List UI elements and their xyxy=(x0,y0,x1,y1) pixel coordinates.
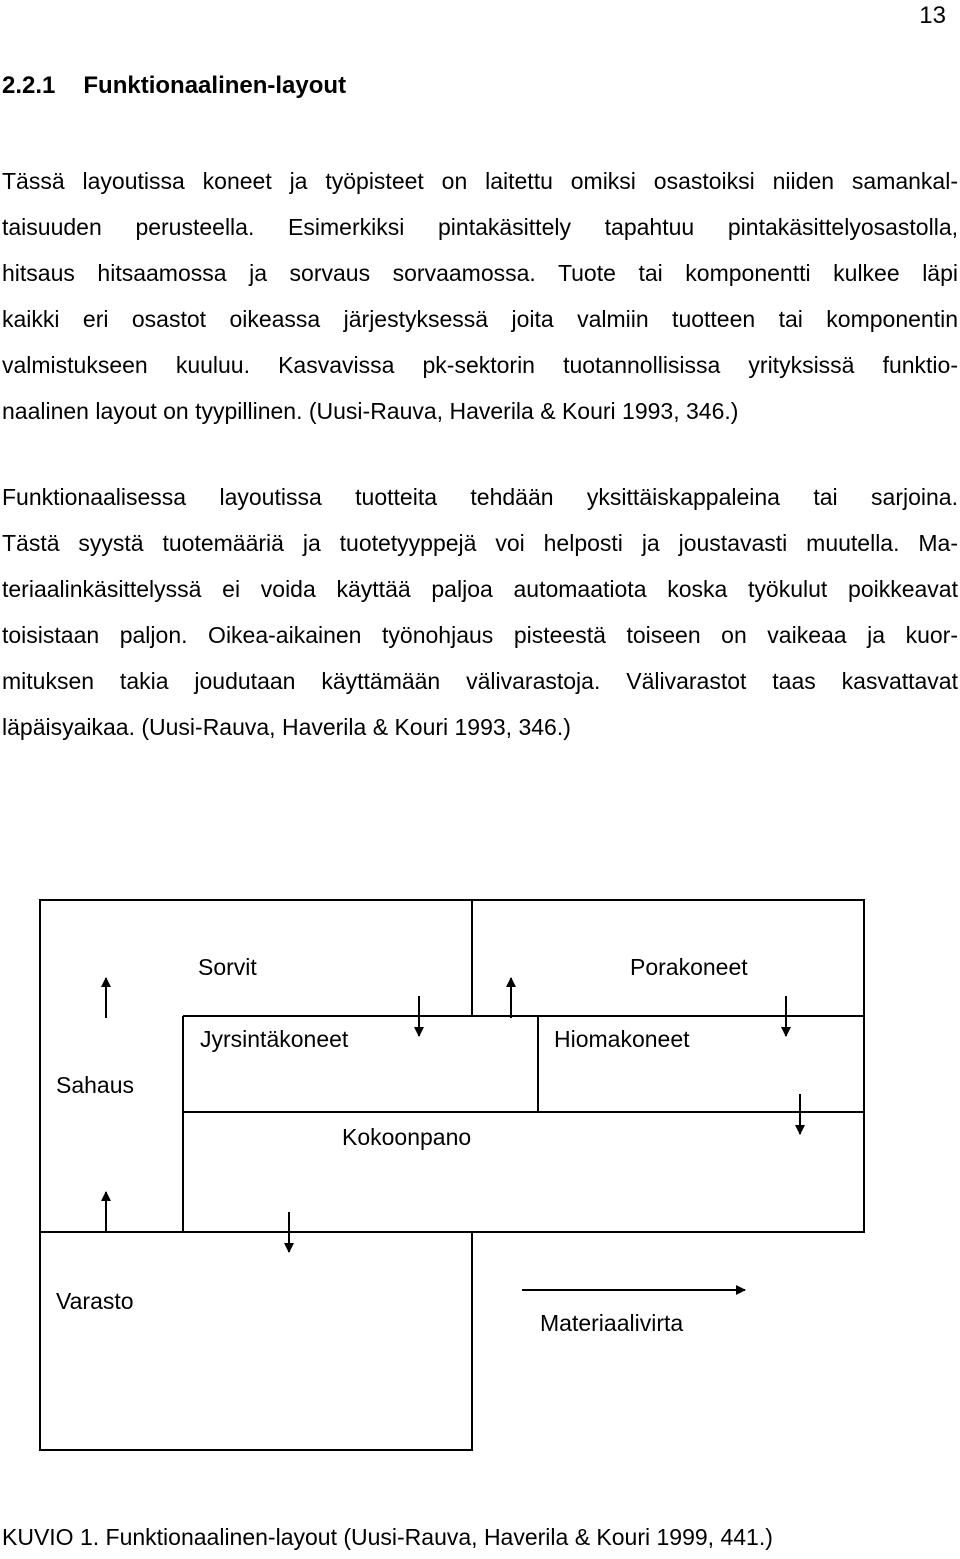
text-line: läpäisyaikaa. (Uusi-Rauva, Haverila & Kouri 1993, 346.) xyxy=(2,714,571,740)
label-jyrsintakoneet: Jyrsintäkoneet xyxy=(200,1026,349,1052)
text-line: hitsaus hitsaamossa ja sorvaus sorvaamossa. Tuote tai komponentti kulkee läpi xyxy=(2,260,958,286)
figure-caption: KUVIO 1. Funktionaalinen-layout (Uusi-Rauva, Haverila & Kouri 1999, 441.) xyxy=(2,1524,773,1550)
text-line: valmistukseen kuuluu. Kasvavissa pk-sektorin tuotannollisissa yrityksissä funktio- xyxy=(2,352,958,378)
paragraph-1 xyxy=(2,158,958,434)
label-sorvit: Sorvit xyxy=(198,954,257,980)
text-line: Funktionaalisessa layoutissa tuotteita tehdään yksittäiskappaleina tai sarjoina. xyxy=(2,484,958,510)
text-line: mituksen takia joudutaan käyttämään välivarastoja. Välivarastot taas kasvattavat xyxy=(2,668,958,694)
label-kokoonpano: Kokoonpano xyxy=(342,1124,472,1150)
text-line: kaikki eri osastot oikeassa järjestyksessä joita valmiin tuotteen tai komponentin xyxy=(2,306,958,332)
text-line: Tässä layoutissa koneet ja työpisteet on laitettu omiksi osastoiksi niiden samankal- xyxy=(2,168,958,194)
paragraph-2 xyxy=(2,474,958,750)
text-line: teriaalinkäsittelyssä ei voida käyttää paljoa automaatiota koska työkulut poikkeavat xyxy=(2,576,958,602)
label-varasto: Varasto xyxy=(56,1288,134,1314)
label-porakoneet: Porakoneet xyxy=(630,954,748,980)
text-line: taisuuden perusteella. Esimerkiksi pintakäsittely tapahtuu pintakäsittelyosastolla, xyxy=(2,214,958,240)
section-heading xyxy=(2,72,346,100)
label-sahaus: Sahaus xyxy=(56,1072,135,1098)
label-hiomakoneet: Hiomakoneet xyxy=(554,1026,690,1052)
text-line: naalinen layout on tyypillinen. (Uusi-Rauva, Haverila & Kouri 1993, 346.) xyxy=(2,398,739,424)
page-number: 13 xyxy=(919,2,946,29)
legend-label: Materiaalivirta xyxy=(540,1310,684,1336)
layout-diagram-graphic xyxy=(0,880,960,1460)
layout-diagram xyxy=(0,880,960,1460)
text-line: toisistaan paljon. Oikea-aikainen työnohjaus pisteestä toiseen on vaikeaa ja kuor- xyxy=(2,622,958,648)
section-title: Funktionaalinen-layout xyxy=(83,72,347,99)
section-number: 2.2.1 xyxy=(2,72,56,99)
text-line: Tästä syystä tuotemääriä ja tuotetyyppejä voi helposti ja joustavasti muutella. Ma- xyxy=(2,530,958,556)
floor-outline xyxy=(40,900,864,1450)
